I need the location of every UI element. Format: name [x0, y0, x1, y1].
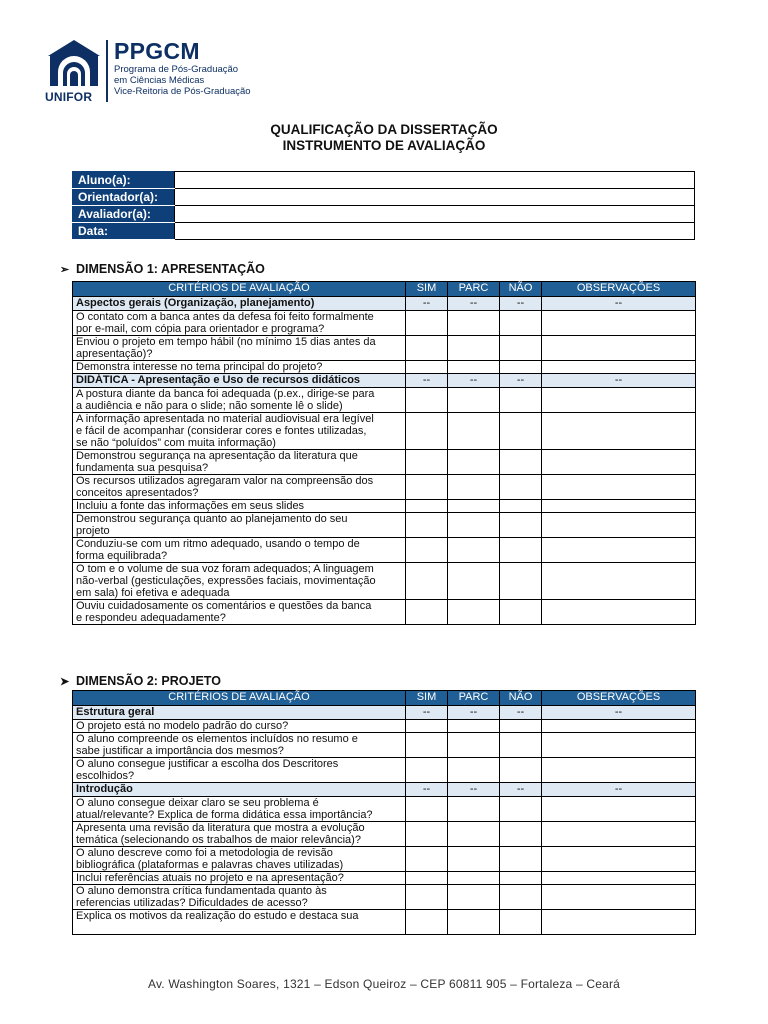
sim-cell[interactable] [406, 311, 448, 336]
criterion-line: projeto [76, 525, 110, 537]
info-row [73, 189, 695, 206]
info-label: Orientador(a): [73, 189, 175, 206]
nao-cell[interactable] [500, 758, 542, 783]
obs-cell[interactable] [542, 600, 696, 625]
criterion-text [73, 475, 406, 500]
criterion-text [73, 885, 406, 910]
section-mark-parc: -- [448, 783, 500, 797]
obs-cell[interactable] [542, 361, 696, 374]
criterion-line: O projeto está no modelo padrão do curso? [76, 720, 289, 732]
table-header-row [73, 282, 696, 297]
sim-cell[interactable] [406, 500, 448, 513]
section-mark-obs: -- [542, 706, 696, 720]
criterion-row [73, 413, 696, 450]
program-acronym: PPGCM [114, 38, 200, 64]
info-label: Avaliador(a): [73, 206, 175, 223]
nao-cell[interactable] [500, 885, 542, 910]
criterion-row [73, 822, 696, 847]
section-row [73, 297, 696, 311]
criterion-line: temática (selecionando os trabalhos de maior relevância)? [76, 834, 361, 846]
criterion-row [73, 847, 696, 872]
nao-cell[interactable] [500, 388, 542, 413]
criterion-text [73, 758, 406, 783]
criterion-line: Inclui referências atuais no projeto e na apresentação? [76, 872, 344, 884]
nao-cell[interactable] [500, 910, 542, 935]
criterion-text [73, 513, 406, 538]
parc-cell[interactable] [448, 733, 500, 758]
sim-cell[interactable] [406, 538, 448, 563]
col-sim: SIM [406, 282, 448, 297]
sim-cell[interactable] [406, 388, 448, 413]
info-label: Aluno(a): [73, 172, 175, 189]
criterion-line: em sala) foi efetiva e adequada [76, 587, 230, 599]
obs-cell[interactable] [542, 500, 696, 513]
criterion-line: Apresenta uma revisão da literatura que mostra a evolução [76, 822, 365, 834]
parc-cell[interactable] [448, 311, 500, 336]
section-mark-nao: -- [500, 374, 542, 388]
ppgcm-logo [44, 38, 251, 104]
sim-cell[interactable] [406, 797, 448, 822]
obs-cell[interactable] [542, 822, 696, 847]
criterion-text [73, 336, 406, 361]
criterion-line: e fácil de acompanhar (considerar cores e fontes utilizadas, [76, 425, 367, 437]
student-info-table [72, 171, 695, 240]
parc-cell[interactable] [448, 500, 500, 513]
criterion-text [73, 872, 406, 885]
parc-cell[interactable] [448, 563, 500, 600]
nao-cell[interactable] [500, 311, 542, 336]
col-nao: NÃO [500, 282, 542, 297]
section-row [73, 374, 696, 388]
criterion-text [73, 500, 406, 513]
info-row [73, 223, 695, 240]
sim-cell[interactable] [406, 600, 448, 625]
section-mark-obs: -- [542, 374, 696, 388]
criterion-line: Demonstrou segurança na apresentação da literatura que [76, 450, 358, 462]
criterion-line: A informação apresentada no material audiovisual era legível [76, 413, 374, 425]
sim-cell[interactable] [406, 910, 448, 935]
col-parc: PARC [448, 691, 500, 706]
section-mark-sim: -- [406, 297, 448, 311]
parc-cell[interactable] [448, 797, 500, 822]
criterion-line: atual/relevante? Explica de forma didática essa importância? [76, 809, 373, 821]
parc-cell[interactable] [448, 513, 500, 538]
criterion-row [73, 720, 696, 733]
section-mark-obs: -- [542, 297, 696, 311]
criterion-row [73, 475, 696, 500]
nao-cell[interactable] [500, 600, 542, 625]
criterion-text [73, 538, 406, 563]
nao-cell[interactable] [500, 797, 542, 822]
obs-cell[interactable] [542, 336, 696, 361]
parc-cell[interactable] [448, 822, 500, 847]
brand-name: UNIFOR [45, 90, 93, 104]
unifor-emblem [44, 38, 104, 104]
criterion-line: Demonstrou segurança quanto ao planejamento do seu [76, 513, 348, 525]
criterion-text [73, 847, 406, 872]
obs-cell[interactable] [542, 450, 696, 475]
table-header-row [73, 691, 696, 706]
sim-cell[interactable] [406, 450, 448, 475]
parc-cell[interactable] [448, 361, 500, 374]
parc-cell[interactable] [448, 720, 500, 733]
parc-cell[interactable] [448, 600, 500, 625]
criterion-line: não-verbal (gesticulações, expressões faciais, movimentação [76, 575, 376, 587]
col-observacoes: OBSERVAÇÕES [542, 691, 696, 706]
parc-cell[interactable] [448, 758, 500, 783]
sim-cell[interactable] [406, 758, 448, 783]
nao-cell[interactable] [500, 450, 542, 475]
parc-cell[interactable] [448, 413, 500, 450]
criterion-row [73, 513, 696, 538]
nao-cell[interactable] [500, 336, 542, 361]
criterion-line: Demonstra interesse no tema principal do projeto? [76, 361, 323, 373]
criterion-line: O contato com a banca antes da defesa foi feito formalmente [76, 311, 374, 323]
footer-address: Av. Washington Soares, 1321 – Edson Queiroz – CEP 60811 905 – Fortaleza – Ceará [147, 977, 621, 991]
criterion-text [73, 413, 406, 450]
section-title: Aspectos gerais (Organização, planejamento) [73, 297, 406, 311]
col-criteria: CRITÉRIOS DE AVALIAÇÃO [73, 282, 406, 297]
sim-cell[interactable] [406, 822, 448, 847]
parc-cell[interactable] [448, 872, 500, 885]
section-title: DIDÁTICA - Apresentação e Uso de recursos didáticos [73, 374, 406, 388]
criterion-text [73, 797, 406, 822]
section-mark-sim: -- [406, 374, 448, 388]
criterion-row [73, 450, 696, 475]
section-mark-sim: -- [406, 783, 448, 797]
logo-text [114, 38, 251, 97]
obs-cell[interactable] [542, 910, 696, 935]
obs-cell[interactable] [542, 513, 696, 538]
parc-cell[interactable] [448, 885, 500, 910]
criterion-text [73, 720, 406, 733]
nao-cell[interactable] [500, 513, 542, 538]
nao-cell[interactable] [500, 475, 542, 500]
dimension-1-table [72, 281, 696, 625]
criterion-row [73, 336, 696, 361]
sim-cell[interactable] [406, 720, 448, 733]
arch-icon [44, 38, 104, 90]
info-row [73, 172, 695, 189]
col-nao: NÃO [500, 691, 542, 706]
criterion-text [73, 600, 406, 625]
criterion-row [73, 500, 696, 513]
nao-cell[interactable] [500, 563, 542, 600]
criterion-line: Os recursos utilizados agregaram valor na compreensão dos [76, 475, 374, 487]
sim-cell[interactable] [406, 475, 448, 500]
nao-cell[interactable] [500, 822, 542, 847]
criterion-line: Conduziu-se com um ritmo adequado, usando o tempo de [76, 538, 360, 550]
criterion-line: O aluno compreende os elementos incluídos no resumo e [76, 733, 358, 745]
criterion-text [73, 361, 406, 374]
info-row [73, 206, 695, 223]
nao-cell[interactable] [500, 500, 542, 513]
info-label: Data: [73, 223, 175, 240]
section-row [73, 783, 696, 797]
program-line-2: em Ciências Médicas [114, 75, 205, 86]
criterion-line: apresentação)? [76, 348, 153, 360]
obs-cell[interactable] [542, 311, 696, 336]
dimension-1-title: DIMENSÃO 1: APRESENTAÇÃO [76, 262, 265, 276]
obs-cell[interactable] [542, 538, 696, 563]
criterion-text [73, 733, 406, 758]
obs-cell[interactable] [542, 720, 696, 733]
sim-cell[interactable] [406, 413, 448, 450]
criterion-text [73, 450, 406, 475]
criterion-row [73, 311, 696, 336]
sim-cell[interactable] [406, 563, 448, 600]
nao-cell[interactable] [500, 361, 542, 374]
criterion-row [73, 872, 696, 885]
dimension-2-title: DIMENSÃO 2: PROJETO [76, 674, 221, 688]
obs-cell[interactable] [542, 797, 696, 822]
parc-cell[interactable] [448, 336, 500, 361]
criterion-text [73, 563, 406, 600]
advisor-field[interactable] [175, 189, 695, 206]
nao-cell[interactable] [500, 847, 542, 872]
sim-cell[interactable] [406, 872, 448, 885]
criterion-row [73, 538, 696, 563]
sim-cell[interactable] [406, 733, 448, 758]
sim-cell[interactable] [406, 513, 448, 538]
obs-cell[interactable] [542, 475, 696, 500]
parc-cell[interactable] [448, 388, 500, 413]
section-mark-nao: -- [500, 783, 542, 797]
dimension-2-table [72, 690, 696, 935]
program-line-3: Vice-Reitoria de Pós-Graduação [114, 86, 251, 97]
obs-cell[interactable] [542, 872, 696, 885]
criterion-line: escolhidos? [76, 770, 135, 782]
criterion-line [76, 922, 402, 934]
logo-divider [106, 40, 108, 102]
criterion-line: sabe justificar a importância dos mesmos? [76, 745, 284, 757]
criterion-row [73, 733, 696, 758]
section-mark-sim: -- [406, 706, 448, 720]
col-sim: SIM [406, 691, 448, 706]
document-subtitle: INSTRUMENTO DE AVALIAÇÃO [282, 138, 486, 153]
criterion-row [73, 885, 696, 910]
criterion-row [73, 600, 696, 625]
dimension-2-heading [60, 674, 221, 688]
arrow-bullet-icon: ➢ [60, 263, 70, 276]
section-mark-parc: -- [448, 297, 500, 311]
criterion-text [73, 910, 406, 935]
obs-cell[interactable] [542, 885, 696, 910]
col-criteria: CRITÉRIOS DE AVALIAÇÃO [73, 691, 406, 706]
criterion-line: bibliográfica (plataformas e palavras chaves utilizadas) [76, 859, 344, 871]
nao-cell[interactable] [500, 733, 542, 758]
criterion-line: O aluno descreve como foi a metodologia de revisão [76, 847, 333, 859]
date-field[interactable] [175, 223, 695, 240]
criterion-line: forma equilibrada? [76, 550, 168, 562]
section-title: Introdução [73, 783, 406, 797]
document-title: QUALIFICAÇÃO DA DISSERTAÇÃO [270, 122, 498, 137]
sim-cell[interactable] [406, 885, 448, 910]
criterion-row [73, 563, 696, 600]
sim-cell[interactable] [406, 336, 448, 361]
nao-cell[interactable] [500, 413, 542, 450]
col-observacoes: OBSERVAÇÕES [542, 282, 696, 297]
dimension-1-heading [60, 262, 265, 276]
criterion-line: Enviou o projeto em tempo hábil (no mínimo 15 dias antes da [76, 336, 376, 348]
obs-cell[interactable] [542, 413, 696, 450]
nao-cell[interactable] [500, 538, 542, 563]
criterion-line: Ouviu cuidadosamente os comentários e questões da banca [76, 600, 372, 612]
criterion-line: A postura diante da banca foi adequada (p.ex., dirige-se para [76, 388, 375, 400]
criterion-line: se não “poluídos” com muita informação) [76, 437, 276, 449]
criterion-line: O aluno consegue justificar a escolha dos Descritores [76, 758, 339, 770]
criterion-line: referencias utilizadas? Dificuldades de acesso? [76, 897, 308, 909]
criterion-line: Explica os motivos da realização do estudo e destaca sua [76, 910, 359, 922]
arrow-bullet-icon: ➤ [60, 675, 70, 688]
evaluator-field[interactable] [175, 206, 695, 223]
criterion-text [73, 388, 406, 413]
obs-cell[interactable] [542, 758, 696, 783]
criterion-text [73, 822, 406, 847]
criterion-line: conceitos apresentados? [76, 487, 199, 499]
col-parc: PARC [448, 282, 500, 297]
parc-cell[interactable] [448, 475, 500, 500]
section-mark-parc: -- [448, 374, 500, 388]
criterion-row [73, 758, 696, 783]
criterion-row [73, 388, 696, 413]
criterion-line: Incluiu a fonte das informações em seus slides [76, 500, 305, 512]
parc-cell[interactable] [448, 910, 500, 935]
criterion-line: O aluno demonstra crítica fundamentada quanto às [76, 885, 327, 897]
criterion-line: fundamenta sua pesquisa? [76, 462, 209, 474]
program-line-1: Programa de Pós-Graduação [114, 64, 239, 75]
criterion-row [73, 361, 696, 374]
criterion-line: O aluno consegue deixar claro se seu problema é [76, 797, 319, 809]
parc-cell[interactable] [448, 847, 500, 872]
nao-cell[interactable] [500, 872, 542, 885]
nao-cell[interactable] [500, 720, 542, 733]
criterion-line: e respondeu adequadamente? [76, 612, 226, 624]
sim-cell[interactable] [406, 847, 448, 872]
criterion-line: por e-mail, com cópia para orientador e programa? [76, 323, 325, 335]
criterion-row [73, 797, 696, 822]
section-title: Estrutura geral [73, 706, 406, 720]
criterion-text [73, 311, 406, 336]
criterion-line: a audiência e não para o slide; não somente lê o slide) [76, 400, 343, 412]
obs-cell[interactable] [542, 733, 696, 758]
parc-cell[interactable] [448, 538, 500, 563]
section-mark-nao: -- [500, 297, 542, 311]
section-row [73, 706, 696, 720]
criterion-line: O tom e o volume de sua voz foram adequados; A linguagem [76, 563, 374, 575]
section-mark-obs: -- [542, 783, 696, 797]
criterion-row [73, 910, 696, 935]
obs-cell[interactable] [542, 388, 696, 413]
section-mark-nao: -- [500, 706, 542, 720]
section-mark-parc: -- [448, 706, 500, 720]
sim-cell[interactable] [406, 361, 448, 374]
student-name-field[interactable] [175, 172, 695, 189]
obs-cell[interactable] [542, 847, 696, 872]
parc-cell[interactable] [448, 450, 500, 475]
obs-cell[interactable] [542, 563, 696, 600]
